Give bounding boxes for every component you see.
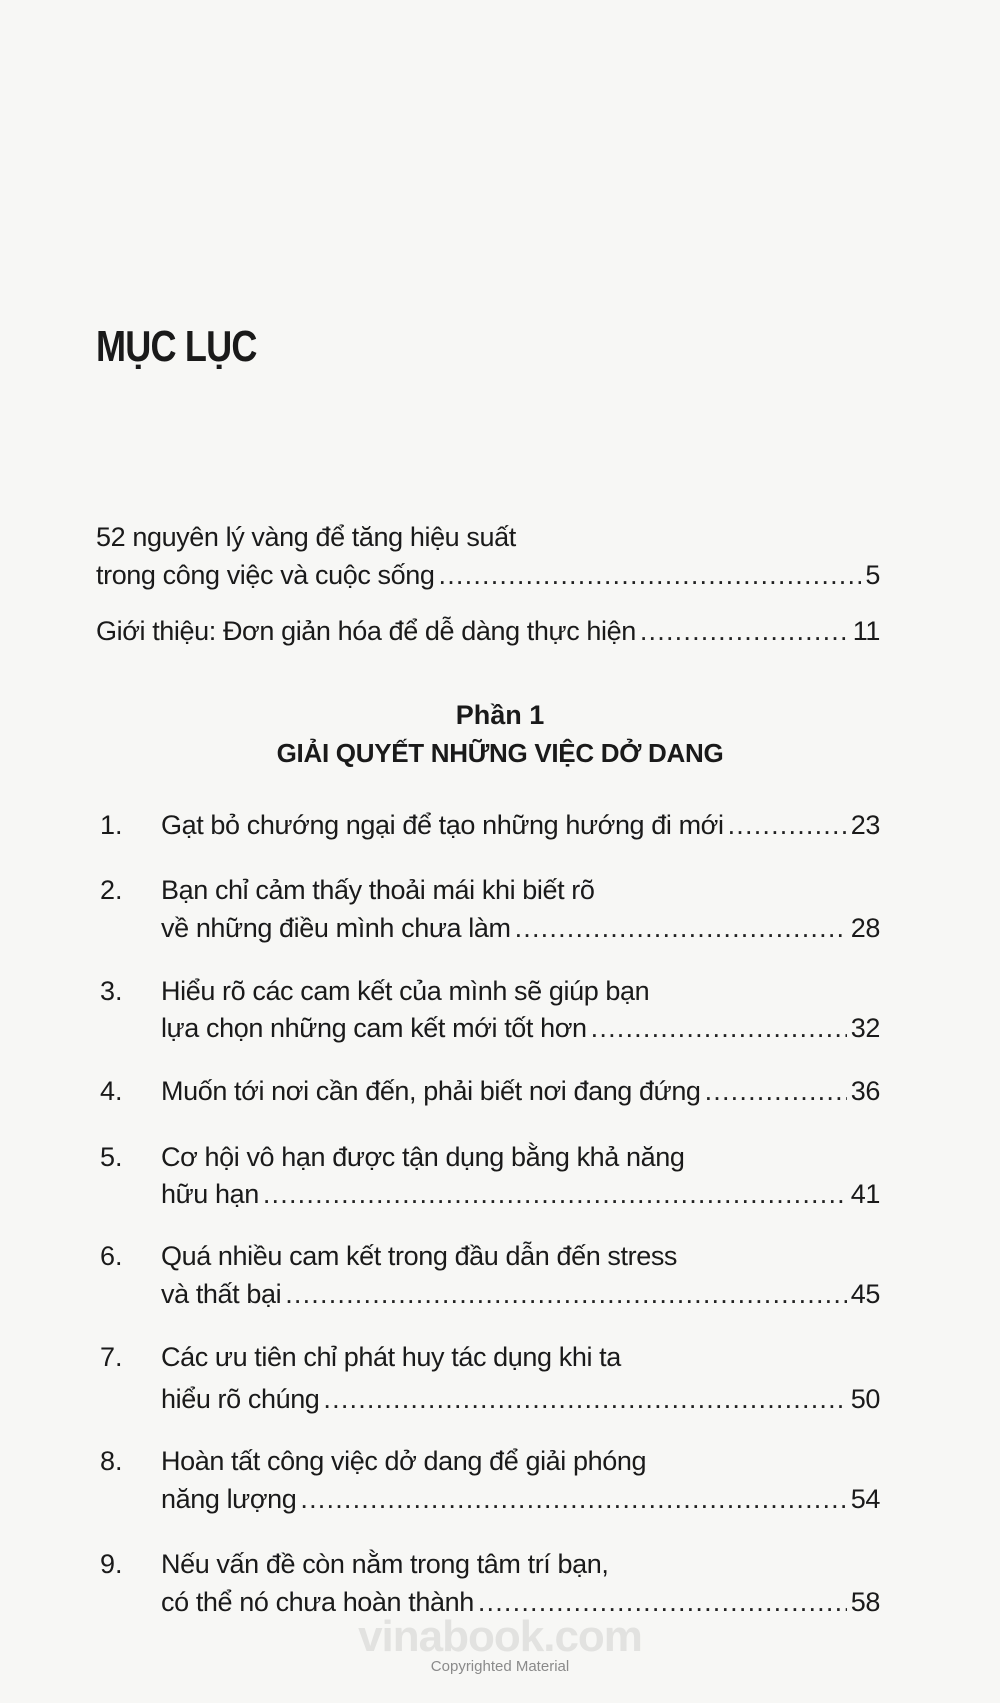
toc-page-number: 54 (850, 1484, 880, 1514)
toc-page-number: 45 (850, 1279, 880, 1309)
dot-leader (515, 911, 847, 945)
toc-entry-text: Giới thiệu: Đơn giản hóa để dễ dàng thực hiện (96, 616, 636, 646)
toc-page-number: 28 (850, 913, 880, 943)
toc-entry-text: về những điều mình chưa làm (161, 913, 511, 943)
toc-entry[interactable] (161, 1011, 880, 1045)
copyright-notice: Copyrighted Material (430, 1658, 570, 1675)
toc-entry[interactable] (161, 1177, 880, 1211)
toc-page-number: 23 (850, 810, 880, 840)
toc-entry-text: Muốn tới nơi cần đến, phải biết nơi đang đứng (161, 1076, 701, 1106)
dot-leader (439, 558, 862, 592)
dot-leader (285, 1277, 847, 1311)
toc-page-number: 58 (850, 1587, 880, 1617)
toc-page-number: 50 (850, 1384, 880, 1414)
toc-item-number: 2. (100, 875, 123, 905)
dot-leader (591, 1011, 847, 1045)
dot-leader (728, 808, 847, 842)
toc-page-number: 5 (865, 560, 880, 590)
toc-entry[interactable] (161, 1482, 880, 1516)
toc-entry-line: Bạn chỉ cảm thấy thoải mái khi biết rõ (161, 875, 595, 905)
dot-leader (323, 1382, 846, 1416)
part-heading: GIẢI QUYẾT NHỮNG VIỆC DỞ DANG (276, 738, 724, 768)
toc-entry-line: Hoàn tất công việc dở dang để giải phóng (161, 1446, 647, 1476)
toc-item-number: 6. (100, 1241, 123, 1271)
toc-entry-text: hữu hạn (161, 1179, 259, 1209)
toc-entry-text: hiểu rõ chúng (161, 1384, 320, 1414)
toc-entry-text: có thể nó chưa hoàn thành (161, 1587, 474, 1617)
toc-entry-text: năng lượng (161, 1484, 297, 1514)
toc-entry[interactable] (161, 808, 880, 842)
toc-page-number: 11 (852, 616, 880, 646)
toc-item-number: 1. (100, 810, 123, 840)
toc-entry[interactable] (161, 1277, 880, 1311)
toc-entry[interactable] (161, 1382, 880, 1416)
toc-item-number: 7. (100, 1342, 123, 1372)
toc-item-number: 9. (100, 1549, 123, 1579)
toc-entry[interactable] (161, 1074, 880, 1108)
toc-intro-line: 52 nguyên lý vàng để tăng hiệu suất (96, 522, 516, 552)
dot-leader (705, 1074, 847, 1108)
page-title: MỤC LỤC (96, 322, 257, 371)
toc-page-number: 36 (850, 1076, 880, 1106)
toc-item-number: 8. (100, 1446, 123, 1476)
toc-entry-line: Hiểu rõ các cam kết của mình sẽ giúp bạn (161, 976, 650, 1006)
toc-entry-text: Gạt bỏ chướng ngại để tạo những hướng đi mới (161, 810, 724, 840)
toc-entry-text: lựa chọn những cam kết mới tốt hơn (161, 1013, 587, 1043)
part-label: Phần 1 (455, 700, 545, 730)
toc-entry-text: trong công việc và cuộc sống (96, 560, 435, 590)
dot-leader (300, 1482, 846, 1516)
toc-entry-line: Quá nhiều cam kết trong đầu dẫn đến stress (161, 1241, 678, 1271)
toc-entry-line: Nếu vấn đề còn nằm trong tâm trí bạn, (161, 1549, 609, 1579)
toc-item-number: 5. (100, 1142, 123, 1172)
toc-entry-gioi-thieu[interactable] (96, 614, 880, 648)
toc-entry-intro[interactable] (96, 558, 880, 592)
toc-item-number: 4. (100, 1076, 123, 1106)
toc-page-number: 32 (850, 1013, 880, 1043)
toc-entry[interactable] (161, 911, 880, 945)
toc-item-number: 3. (100, 976, 123, 1006)
toc-entry-text: và thất bại (161, 1279, 282, 1309)
toc-page-number: 41 (850, 1179, 880, 1209)
dot-leader (640, 614, 849, 648)
dot-leader (263, 1177, 847, 1211)
toc-entry-line: Cơ hội vô hạn được tận dụng bằng khả năng (161, 1142, 685, 1172)
toc-entry-line: Các ưu tiên chỉ phát huy tác dụng khi ta (161, 1342, 621, 1372)
watermark-logo: vinabook.com (358, 1612, 642, 1661)
